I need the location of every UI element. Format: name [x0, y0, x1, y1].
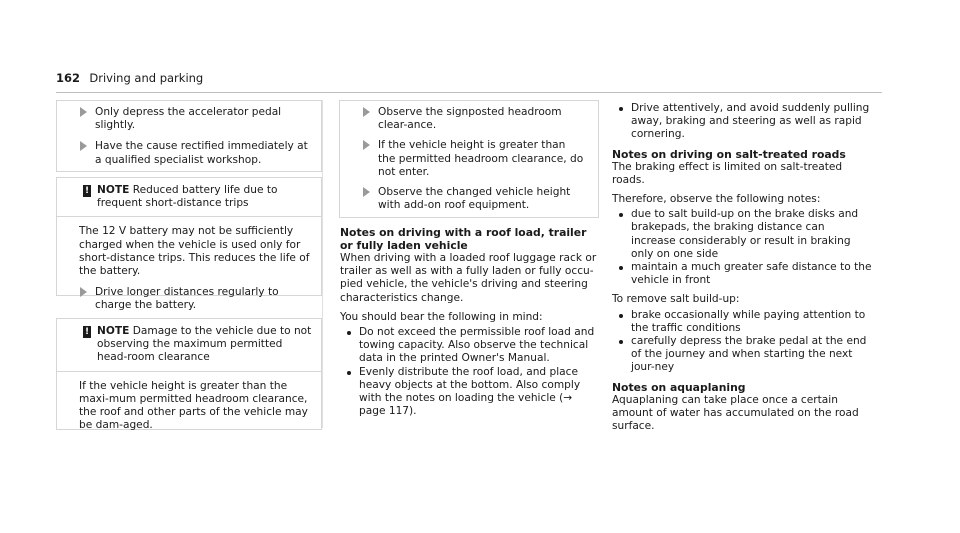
bullet-list [612, 309, 872, 375]
paragraph: The braking effect is limited on salt-treated roads. [612, 160, 843, 186]
bullet-list [340, 326, 598, 418]
bullet-list [612, 208, 872, 287]
step-arrow-icon [80, 141, 87, 151]
column-divider [322, 100, 323, 428]
step-item: Have the cause rectified immediately at a qualified specialist workshop. [57, 140, 309, 166]
bullet-icon [619, 314, 623, 318]
step-arrow-icon [80, 287, 87, 297]
list-item: maintain a much greater safe distance to the vehicle in front [612, 261, 872, 287]
note-title: Reduced battery life due to frequent short-distance trips [97, 184, 278, 210]
step-item: Drive longer distances regularly to charge the battery. [57, 286, 309, 312]
bullet-icon [347, 371, 351, 375]
step-item: Only depress the accelerator pedal slightly. [57, 106, 309, 132]
step-arrow-icon [363, 140, 370, 150]
note-title: Damage to the vehicle due to not observing the maximum permitted head-room clearance [97, 325, 312, 364]
paragraph: Therefore, observe the following notes: [612, 193, 821, 206]
bullet-list [612, 102, 872, 142]
paragraph: Aquaplaning can take place once a certain amount of water has accumulated on the road surface. [612, 393, 859, 433]
note-label: NOTE [97, 184, 130, 196]
warning-icon: ! [84, 186, 90, 196]
bullet-icon [619, 107, 623, 111]
column-2-text [340, 226, 598, 418]
note-body: The 12 V battery may not be sufficiently charged when the vehicle is used only for short-distance trips. This reduces the life of the battery. [79, 225, 310, 278]
section-title: Driving and parking [89, 71, 204, 85]
steps-box-top [56, 100, 322, 172]
page-header [56, 72, 882, 93]
note-header [57, 319, 321, 371]
column-3-text [612, 102, 872, 433]
list-item: due to salt build-up on the brake disks and brakepads, the braking distance can increase considerably or result in braking only on one side [612, 208, 872, 261]
bullet-icon [347, 331, 351, 335]
steps-box-headroom [339, 100, 599, 218]
list-item: Drive attentively, and avoid suddenly pulling away, braking and steering as well as rapid cornering. [612, 102, 872, 142]
list-item: Do not exceed the permissible roof load and towing capacity. Also observe the technical data in the printed Owner's Manual. [340, 326, 598, 366]
section-heading: Notes on driving on salt-treated roads [612, 147, 846, 161]
list-item: brake occasionally while paying attention to the traffic conditions [612, 309, 872, 335]
section-heading: Notes on aquaplaning [612, 380, 746, 394]
step-item: Observe the signposted headroom clear-ance. [340, 106, 586, 132]
bullet-icon [619, 340, 623, 344]
step-arrow-icon [363, 107, 370, 117]
list-item: carefully depress the brake pedal at the end of the journey and when starting the next jour-ney [612, 335, 872, 375]
step-arrow-icon [80, 107, 87, 117]
step-item: If the vehicle height is greater than the permitted headroom clearance, do not enter. [340, 139, 586, 179]
step-arrow-icon [363, 187, 370, 197]
bullet-icon [619, 213, 623, 217]
paragraph: To remove salt build-up: [612, 293, 740, 306]
note-body: If the vehicle height is greater than the maxi-mum permitted headroom clearance, the roof and other parts of the vehicle may be dam-aged. [79, 379, 308, 432]
list-item: Evenly distribute the roof load, and place heavy objects at the bottom. Also comply with the notes on loading the vehicle (→ page 117). [340, 366, 598, 419]
paragraph: You should bear the following in mind: [340, 310, 543, 323]
step-item: Observe the changed vehicle height with add-on roof equipment. [340, 186, 586, 212]
bullet-icon [619, 266, 623, 270]
note-header [57, 178, 321, 216]
paragraph: When driving with a loaded roof luggage rack or trailer as well as with a fully laden or fully occu-pied vehicle, the vehicle's driving and steering characteristics change. [340, 252, 597, 304]
note-box-battery [56, 177, 322, 312]
page-number: 162 [56, 71, 81, 85]
note-label: NOTE [97, 325, 130, 337]
section-heading: Notes on driving with a roof load, trailer or fully laden vehicle [340, 226, 587, 252]
note-box-headroom [56, 318, 322, 430]
warning-icon: ! [84, 327, 90, 337]
